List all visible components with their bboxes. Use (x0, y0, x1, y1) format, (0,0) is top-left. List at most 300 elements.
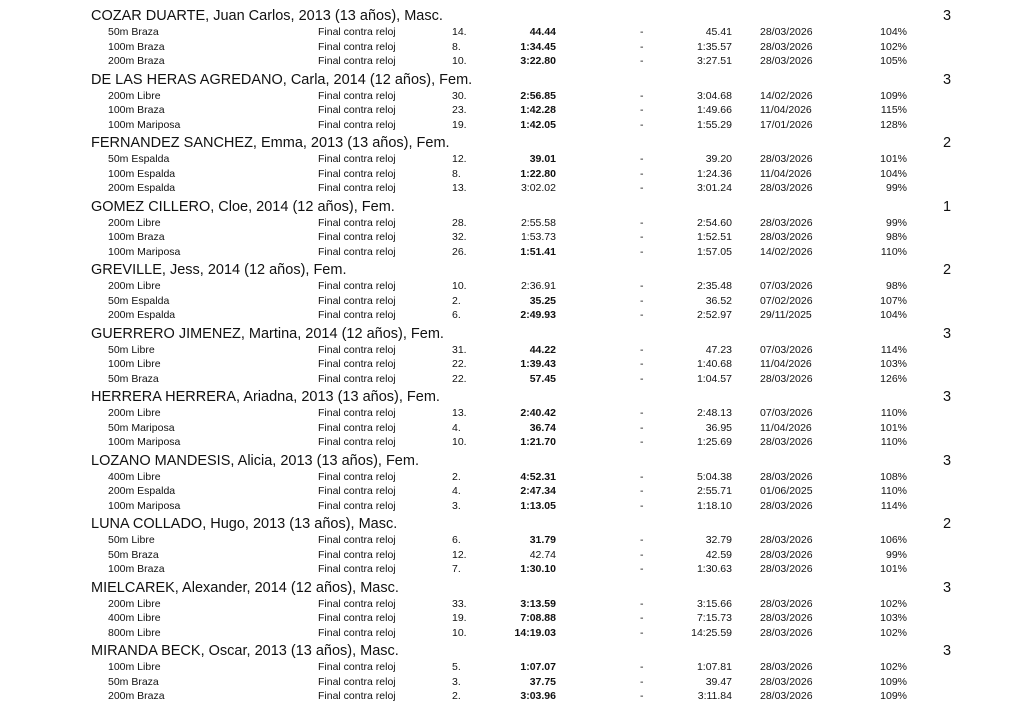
result-time: 31.79 (529, 534, 556, 546)
result-time: 44.22 (529, 343, 556, 356)
best-time: 1:57.05 (696, 245, 732, 258)
best-time: 39.20 (705, 153, 732, 165)
result-row (0, 470, 1024, 485)
best-time-date: 11/04/2026 (760, 421, 812, 434)
separator-dash: - (640, 167, 644, 180)
swimmer-name: DE LAS HERAS AGREDANO, Carla, 2014 (12 años), Fem. (91, 71, 473, 88)
round-type: Final contra reloj (318, 499, 396, 512)
best-time-date: 07/02/2026 (760, 294, 813, 307)
percentage: 110% (880, 245, 907, 258)
best-time-date: 28/03/2026 (760, 55, 813, 67)
position: 22. (452, 372, 467, 385)
event-name: 100m Mariposa (108, 118, 181, 131)
result-row (0, 245, 1024, 260)
result-time: 1:42.28 (520, 104, 556, 116)
round-type: Final contra reloj (318, 534, 396, 546)
swimmer-name: COZAR DUARTE, Juan Carlos, 2013 (13 años), Masc. (91, 8, 443, 24)
swimmer-block (0, 196, 1024, 260)
event-name: 100m Braza (108, 104, 165, 116)
separator-dash: - (640, 55, 644, 67)
result-time: 37.75 (529, 675, 556, 688)
best-time: 5:04.38 (696, 470, 732, 483)
event-name: 50m Libre (108, 343, 155, 356)
position: 5. (452, 661, 461, 673)
swimmer-name: LOZANO MANDESIS, Alicia, 2013 (13 años), Fem. (91, 452, 419, 469)
swimmer-block (0, 386, 1024, 450)
event-name: 200m Braza (108, 690, 165, 702)
swimmer-header (0, 577, 1024, 597)
result-time: 2:40.42 (520, 407, 556, 419)
best-time-date: 29/11/2025 (760, 309, 812, 321)
swimmer-event-count: 2 (943, 135, 952, 151)
result-time: 1:21.70 (520, 436, 556, 448)
best-time-date: 28/03/2026 (760, 231, 813, 243)
result-row (0, 279, 1024, 294)
result-row (0, 167, 1024, 182)
event-name: 200m Libre (108, 280, 161, 292)
percentage: 98% (885, 280, 907, 292)
best-time-date: 11/04/2026 (760, 167, 812, 180)
result-time: 1:34.45 (520, 40, 556, 53)
best-time: 1:18.10 (696, 499, 732, 512)
percentage: 103% (880, 358, 907, 370)
separator-dash: - (640, 182, 644, 194)
percentage: 110% (880, 485, 907, 497)
swimmer-block (0, 577, 1024, 641)
result-time: 2:56.85 (520, 89, 556, 102)
result-row (0, 689, 1024, 704)
result-time: 36.74 (529, 421, 556, 434)
swimmer-name: FERNANDEZ SANCHEZ, Emma, 2013 (13 años), Fem. (91, 135, 450, 151)
separator-dash: - (640, 245, 644, 258)
best-time: 36.95 (705, 421, 732, 434)
round-type: Final contra reloj (318, 358, 396, 370)
swimmer-header (0, 386, 1024, 406)
position: 28. (452, 216, 467, 229)
swimmer-block (0, 132, 1024, 196)
percentage: 101% (880, 421, 907, 434)
result-row (0, 230, 1024, 245)
round-type: Final contra reloj (318, 231, 396, 243)
percentage: 104% (880, 26, 907, 38)
result-row (0, 181, 1024, 196)
round-type: Final contra reloj (318, 675, 396, 688)
separator-dash: - (640, 436, 644, 448)
result-time: 1:22.80 (520, 167, 556, 180)
percentage: 102% (880, 40, 907, 53)
best-time-date: 28/03/2026 (760, 675, 813, 688)
round-type: Final contra reloj (318, 372, 396, 385)
result-time: 2:47.34 (520, 485, 556, 497)
separator-dash: - (640, 563, 644, 575)
result-time: 14:19.03 (514, 626, 556, 639)
swimmer-name: LUNA COLLADO, Hugo, 2013 (13 años), Masc. (91, 516, 398, 532)
position: 19. (452, 118, 467, 131)
event-name: 50m Mariposa (108, 421, 175, 434)
result-row (0, 406, 1024, 421)
result-row (0, 660, 1024, 675)
best-time-date: 28/03/2026 (760, 216, 813, 229)
best-time: 3:11.84 (697, 690, 732, 702)
round-type: Final contra reloj (318, 563, 396, 575)
position: 30. (452, 89, 467, 102)
percentage: 99% (885, 216, 907, 229)
percentage: 101% (880, 153, 907, 165)
position: 23. (452, 104, 467, 116)
swimmer-event-count: 3 (943, 452, 952, 469)
round-type: Final contra reloj (318, 280, 396, 292)
position: 33. (452, 597, 467, 610)
swimmer-header (0, 640, 1024, 660)
best-time: 2:48.13 (696, 407, 732, 419)
event-name: 100m Mariposa (108, 245, 181, 258)
result-row (0, 562, 1024, 577)
best-time-date: 07/03/2026 (760, 343, 813, 356)
event-name: 100m Espalda (108, 167, 176, 180)
result-time: 1:13.05 (520, 499, 556, 512)
round-type: Final contra reloj (318, 167, 396, 180)
best-time-date: 07/03/2026 (760, 407, 813, 419)
separator-dash: - (640, 690, 644, 702)
position: 4. (452, 421, 461, 434)
swimmer-block (0, 640, 1024, 704)
best-time-date: 28/03/2026 (760, 182, 813, 194)
position: 7. (452, 563, 461, 575)
result-row (0, 343, 1024, 358)
result-time: 7:08.88 (520, 612, 556, 624)
result-row (0, 548, 1024, 563)
percentage: 115% (880, 104, 907, 116)
percentage: 109% (880, 89, 907, 102)
swimmer-block (0, 513, 1024, 577)
best-time-date: 11/04/2026 (760, 104, 812, 116)
separator-dash: - (640, 231, 644, 243)
percentage: 128% (880, 118, 907, 131)
separator-dash: - (640, 534, 644, 546)
best-time: 1:55.29 (696, 118, 732, 131)
swimmer-name: HERRERA HERRERA, Ariadna, 2013 (13 años), Fem. (91, 389, 440, 405)
position: 4. (452, 485, 461, 497)
separator-dash: - (640, 118, 644, 131)
best-time-date: 11/04/2026 (760, 358, 812, 370)
event-name: 50m Braza (108, 26, 159, 38)
result-row (0, 152, 1024, 167)
percentage: 104% (880, 167, 907, 180)
result-time: 1:07.07 (520, 661, 556, 673)
separator-dash: - (640, 499, 644, 512)
swimmer-event-count: 2 (943, 516, 952, 532)
swimmer-header (0, 323, 1024, 343)
best-time: 7:15.73 (696, 612, 732, 624)
round-type: Final contra reloj (318, 407, 396, 419)
percentage: 107% (880, 294, 907, 307)
result-row (0, 103, 1024, 118)
position: 31. (452, 343, 467, 356)
separator-dash: - (640, 407, 644, 419)
round-type: Final contra reloj (318, 55, 396, 67)
separator-dash: - (640, 343, 644, 356)
position: 3. (452, 499, 461, 512)
swimmer-event-count: 3 (943, 71, 952, 88)
result-row (0, 372, 1024, 387)
best-time: 1:35.57 (696, 40, 732, 53)
separator-dash: - (640, 358, 644, 370)
event-name: 200m Libre (108, 597, 161, 610)
best-time: 2:35.48 (696, 280, 732, 292)
best-time-date: 28/03/2026 (760, 597, 813, 610)
best-time: 14:25.59 (691, 626, 732, 639)
best-time: 1:30.63 (696, 563, 732, 575)
best-time-date: 01/06/2025 (760, 485, 813, 497)
best-time-date: 07/03/2026 (760, 280, 813, 292)
percentage: 110% (880, 407, 907, 419)
best-time: 2:54.60 (696, 216, 732, 229)
round-type: Final contra reloj (318, 343, 396, 356)
result-row (0, 626, 1024, 641)
percentage: 104% (880, 309, 907, 321)
swimmer-block (0, 323, 1024, 387)
event-name: 100m Libre (108, 661, 161, 673)
event-name: 400m Libre (108, 612, 161, 624)
percentage: 99% (885, 548, 907, 561)
result-time: 3:13.59 (520, 597, 556, 610)
round-type: Final contra reloj (318, 182, 396, 194)
round-type: Final contra reloj (318, 118, 396, 131)
best-time: 2:55.71 (696, 485, 732, 497)
swimmer-block (0, 5, 1024, 69)
percentage: 103% (880, 612, 907, 624)
percentage: 105% (880, 55, 907, 67)
swimmer-name: GREVILLE, Jess, 2014 (12 años), Fem. (91, 262, 347, 278)
event-name: 100m Mariposa (108, 436, 181, 448)
round-type: Final contra reloj (318, 153, 396, 165)
position: 13. (452, 182, 467, 194)
separator-dash: - (640, 612, 644, 624)
separator-dash: - (640, 216, 644, 229)
result-row (0, 89, 1024, 104)
result-time: 1:42.05 (520, 118, 556, 131)
round-type: Final contra reloj (318, 216, 396, 229)
best-time-date: 28/03/2026 (760, 661, 813, 673)
best-time-date: 14/02/2026 (760, 89, 813, 102)
position: 22. (452, 358, 467, 370)
percentage: 101% (880, 563, 907, 575)
best-time: 1:52.51 (696, 231, 732, 243)
round-type: Final contra reloj (318, 661, 396, 673)
position: 10. (452, 436, 467, 448)
event-name: 100m Braza (108, 40, 165, 53)
round-type: Final contra reloj (318, 421, 396, 434)
swimmer-name: GUERRERO JIMENEZ, Martina, 2014 (12 años), Fem. (91, 325, 444, 342)
round-type: Final contra reloj (318, 89, 396, 102)
result-time: 39.01 (529, 153, 556, 165)
best-time: 1:40.68 (696, 358, 732, 370)
result-row (0, 118, 1024, 133)
swimmer-event-count: 3 (943, 8, 952, 24)
position: 6. (452, 309, 461, 321)
separator-dash: - (640, 626, 644, 639)
percentage: 102% (880, 661, 907, 673)
separator-dash: - (640, 675, 644, 688)
best-time-date: 14/02/2026 (760, 245, 813, 258)
separator-dash: - (640, 470, 644, 483)
percentage: 109% (880, 675, 907, 688)
best-time-date: 28/03/2026 (760, 534, 813, 546)
result-row (0, 435, 1024, 450)
swimmer-event-count: 3 (943, 389, 952, 405)
event-name: 200m Libre (108, 407, 161, 419)
best-time: 42.59 (705, 548, 732, 561)
swimmer-name: GOMEZ CILLERO, Cloe, 2014 (12 años), Fem. (91, 198, 395, 215)
percentage: 114% (880, 499, 907, 512)
position: 2. (452, 470, 461, 483)
swimmer-header (0, 5, 1024, 25)
round-type: Final contra reloj (318, 626, 396, 639)
best-time: 36.52 (705, 294, 732, 307)
best-time: 1:04.57 (696, 372, 732, 385)
best-time: 45.41 (705, 26, 732, 38)
event-name: 50m Espalda (108, 153, 170, 165)
result-time: 57.45 (529, 372, 556, 385)
position: 2. (452, 294, 461, 307)
result-row (0, 25, 1024, 40)
percentage: 102% (880, 597, 907, 610)
separator-dash: - (640, 372, 644, 385)
separator-dash: - (640, 421, 644, 434)
result-row (0, 357, 1024, 372)
position: 8. (452, 167, 461, 180)
event-name: 200m Espalda (108, 309, 176, 321)
result-row (0, 675, 1024, 690)
position: 12. (452, 153, 467, 165)
swimmer-block (0, 450, 1024, 514)
event-name: 100m Mariposa (108, 499, 181, 512)
best-time-date: 28/03/2026 (760, 563, 813, 575)
swimmer-header (0, 196, 1024, 216)
percentage: 98% (885, 231, 907, 243)
round-type: Final contra reloj (318, 597, 396, 610)
swimmer-event-count: 3 (943, 325, 952, 342)
result-time: 2:55.58 (520, 216, 556, 229)
event-name: 800m Libre (108, 626, 161, 639)
separator-dash: - (640, 26, 644, 38)
result-row (0, 40, 1024, 55)
separator-dash: - (640, 661, 644, 673)
position: 32. (452, 231, 467, 243)
results-list (0, 5, 1024, 704)
best-time: 32.79 (705, 534, 732, 546)
round-type: Final contra reloj (318, 40, 396, 53)
result-time: 1:53.73 (520, 231, 556, 243)
event-name: 50m Espalda (108, 294, 170, 307)
event-name: 200m Libre (108, 89, 161, 102)
swimmer-name: MIELCAREK, Alexander, 2014 (12 años), Masc. (91, 579, 399, 596)
round-type: Final contra reloj (318, 548, 396, 561)
result-row (0, 499, 1024, 514)
result-time: 44.44 (529, 26, 556, 38)
swimmer-block (0, 69, 1024, 133)
result-row (0, 308, 1024, 323)
result-row (0, 216, 1024, 231)
position: 12. (452, 548, 467, 561)
best-time: 2:52.97 (696, 309, 732, 321)
result-time: 3:22.80 (520, 55, 556, 67)
swimmer-header (0, 132, 1024, 152)
best-time: 1:49.66 (696, 104, 732, 116)
best-time-date: 28/03/2026 (760, 40, 813, 53)
best-time-date: 28/03/2026 (760, 690, 813, 702)
best-time-date: 17/01/2026 (760, 118, 813, 131)
result-time: 1:30.10 (520, 563, 556, 575)
result-row (0, 421, 1024, 436)
event-name: 400m Libre (108, 470, 161, 483)
best-time-date: 28/03/2026 (760, 626, 813, 639)
best-time-date: 28/03/2026 (760, 372, 813, 385)
position: 8. (452, 40, 461, 53)
event-name: 50m Braza (108, 548, 159, 561)
percentage: 114% (880, 343, 907, 356)
round-type: Final contra reloj (318, 485, 396, 497)
percentage: 108% (880, 470, 907, 483)
result-time: 2:36.91 (520, 280, 556, 292)
separator-dash: - (640, 280, 644, 292)
event-name: 50m Braza (108, 372, 159, 385)
result-row (0, 597, 1024, 612)
best-time: 39.47 (705, 675, 732, 688)
position: 2. (452, 690, 461, 702)
separator-dash: - (640, 294, 644, 307)
best-time: 3:04.68 (696, 89, 732, 102)
best-time-date: 28/03/2026 (760, 26, 813, 38)
result-row (0, 533, 1024, 548)
result-time: 3:03.96 (520, 690, 556, 702)
best-time-date: 28/03/2026 (760, 470, 813, 483)
best-time: 3:01.24 (696, 182, 732, 194)
position: 10. (452, 626, 467, 639)
position: 26. (452, 245, 467, 258)
best-time: 1:07.81 (696, 661, 732, 673)
separator-dash: - (640, 89, 644, 102)
swimmer-event-count: 1 (943, 198, 952, 215)
result-row (0, 611, 1024, 626)
best-time-date: 28/03/2026 (760, 612, 813, 624)
swimmer-event-count: 3 (943, 579, 952, 596)
separator-dash: - (640, 485, 644, 497)
event-name: 200m Espalda (108, 485, 176, 497)
best-time-date: 28/03/2026 (760, 436, 813, 448)
best-time: 3:27.51 (696, 55, 732, 67)
separator-dash: - (640, 104, 644, 116)
separator-dash: - (640, 548, 644, 561)
swimmer-event-count: 3 (943, 643, 952, 659)
swimmer-header (0, 513, 1024, 533)
result-time: 2:49.93 (520, 309, 556, 321)
percentage: 126% (880, 372, 907, 385)
round-type: Final contra reloj (318, 26, 396, 38)
position: 10. (452, 280, 467, 292)
best-time-date: 28/03/2026 (760, 548, 813, 561)
round-type: Final contra reloj (318, 104, 396, 116)
separator-dash: - (640, 309, 644, 321)
best-time: 1:24.36 (696, 167, 732, 180)
percentage: 110% (880, 436, 907, 448)
position: 6. (452, 534, 461, 546)
event-name: 200m Braza (108, 55, 165, 67)
best-time: 1:25.69 (696, 436, 732, 448)
position: 10. (452, 55, 467, 67)
round-type: Final contra reloj (318, 294, 396, 307)
result-time: 3:02.02 (520, 182, 556, 194)
